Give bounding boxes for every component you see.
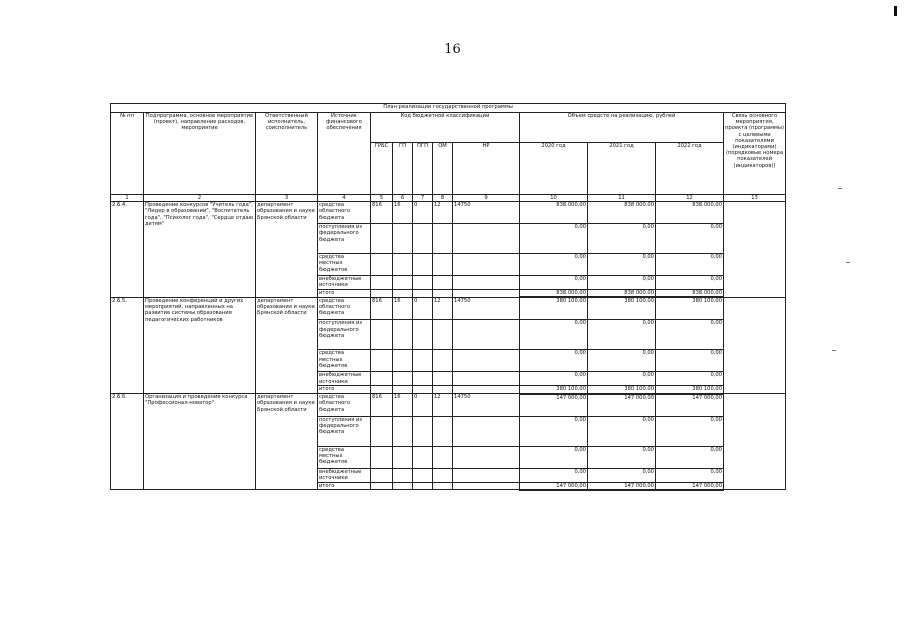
empty-code-cell [453, 224, 520, 254]
item-number: 2.6.5. [111, 297, 144, 393]
empty-code-cell [433, 290, 453, 298]
amount-2021: 380 100,00 [588, 297, 656, 320]
col-number: 1 [111, 195, 144, 202]
source-label: поступления из федерального бюджета [318, 224, 371, 254]
col-number: 2 [144, 195, 256, 202]
source-label: внебюджетные источники [318, 372, 371, 386]
amount-2020: 0,00 [520, 320, 588, 350]
col-number: 3 [256, 195, 318, 202]
header-source: Источник финансового обеспечения [318, 113, 371, 195]
empty-code-cell [433, 482, 453, 490]
amount-2021: 0,00 [588, 224, 656, 254]
empty-code-cell [371, 276, 393, 290]
empty-code-cell [393, 386, 413, 394]
code-om: 12 [433, 202, 453, 224]
table-row [111, 297, 786, 320]
amount-2021: 147 000,00 [588, 482, 656, 490]
table-row [111, 202, 786, 224]
item-number: 2.6.4. [111, 202, 144, 298]
source-label: поступления из федерального бюджета [318, 320, 371, 350]
empty-code-cell [453, 482, 520, 490]
code-grbs: 816 [371, 297, 393, 320]
code-nr: 14750 [453, 202, 520, 224]
indicator-link [724, 394, 786, 490]
code-pgp: 0 [413, 297, 433, 320]
amount-2022: 0,00 [656, 416, 724, 446]
col-number: 13 [724, 195, 786, 202]
amount-2020: 838 000,00 [520, 290, 588, 298]
empty-code-cell [393, 446, 413, 468]
header-2020: 2020 год [520, 143, 588, 195]
empty-code-cell [453, 320, 520, 350]
amount-2022: 0,00 [656, 372, 724, 386]
col-number: 10 [520, 195, 588, 202]
empty-code-cell [453, 386, 520, 394]
empty-code-cell [371, 482, 393, 490]
amount-2022: 147 000,00 [656, 394, 724, 417]
code-pgp: 0 [413, 202, 433, 224]
amount-2020: 147 000,00 [520, 394, 588, 417]
indicator-link [724, 297, 786, 393]
corner-scan-mark [894, 6, 897, 16]
empty-code-cell [371, 290, 393, 298]
source-label: внебюджетные источники [318, 276, 371, 290]
scan-speck [832, 350, 836, 351]
amount-2021: 838 000,00 [588, 202, 656, 224]
item-responsible: департамент образования и науки Брянской области [256, 202, 318, 298]
empty-code-cell [413, 416, 433, 446]
item-responsible: департамент образования и науки Брянской области [256, 297, 318, 393]
col-number: 6 [393, 195, 413, 202]
empty-code-cell [393, 254, 413, 276]
empty-code-cell [433, 372, 453, 386]
empty-code-cell [393, 482, 413, 490]
amount-2022: 0,00 [656, 468, 724, 482]
empty-code-cell [413, 224, 433, 254]
item-name: Проведение конкурсов "Учитель года", "Лидер в образовании", "Воспитатель года", "Психолог года", "Сердце отдаю детям" [144, 202, 256, 298]
header-om: ОМ [433, 143, 453, 195]
amount-2021: 0,00 [588, 446, 656, 468]
header-budget-class: Код бюджетной классификации [371, 113, 520, 143]
header-num: № пп [111, 113, 144, 195]
col-number: 5 [371, 195, 393, 202]
empty-code-cell [393, 320, 413, 350]
col-number: 7 [413, 195, 433, 202]
code-gp: 16 [393, 297, 413, 320]
amount-2021: 0,00 [588, 320, 656, 350]
amount-2022: 838 000,00 [656, 290, 724, 298]
empty-code-cell [433, 276, 453, 290]
empty-code-cell [453, 372, 520, 386]
amount-2022: 0,00 [656, 350, 724, 372]
empty-code-cell [371, 320, 393, 350]
amount-2021: 0,00 [588, 276, 656, 290]
col-number: 8 [433, 195, 453, 202]
empty-code-cell [433, 446, 453, 468]
empty-code-cell [371, 416, 393, 446]
empty-code-cell [453, 350, 520, 372]
empty-code-cell [393, 350, 413, 372]
source-label: итого [318, 290, 371, 298]
col-number: 11 [588, 195, 656, 202]
code-gp: 16 [393, 202, 413, 224]
empty-code-cell [433, 350, 453, 372]
empty-code-cell [453, 416, 520, 446]
empty-code-cell [413, 372, 433, 386]
code-nr: 14750 [453, 297, 520, 320]
code-om: 12 [433, 297, 453, 320]
amount-2021: 0,00 [588, 416, 656, 446]
scan-speck [838, 188, 842, 189]
header-gp: ГП [393, 143, 413, 195]
empty-code-cell [371, 224, 393, 254]
table-row [111, 394, 786, 417]
empty-code-cell [413, 386, 433, 394]
amount-2020: 0,00 [520, 276, 588, 290]
amount-2020: 0,00 [520, 224, 588, 254]
header-link: Связь основного мероприятия, проекта (программы) с целевыми показателями (индикаторами) (порядковые номера показателей (индикаторов)) [724, 113, 786, 195]
header-2021: 2021 год [588, 143, 656, 195]
empty-code-cell [433, 224, 453, 254]
amount-2021: 147 000,00 [588, 394, 656, 417]
source-label: средства областного бюджета [318, 202, 371, 224]
empty-code-cell [413, 254, 433, 276]
code-grbs: 816 [371, 202, 393, 224]
header-grbs: ГРБС [371, 143, 393, 195]
source-label: итого [318, 386, 371, 394]
item-number: 2.6.6. [111, 394, 144, 490]
amount-2020: 0,00 [520, 372, 588, 386]
code-om: 12 [433, 394, 453, 417]
empty-code-cell [453, 468, 520, 482]
header-volume: Объем средств на реализацию, рублей [520, 113, 724, 143]
amount-2022: 838 000,00 [656, 202, 724, 224]
empty-code-cell [413, 468, 433, 482]
empty-code-cell [413, 482, 433, 490]
amount-2020: 0,00 [520, 468, 588, 482]
empty-code-cell [433, 254, 453, 276]
amount-2020: 838 000,00 [520, 202, 588, 224]
code-nr: 14750 [453, 394, 520, 417]
empty-code-cell [371, 254, 393, 276]
amount-2022: 0,00 [656, 276, 724, 290]
amount-2020: 147 000,00 [520, 482, 588, 490]
source-label: внебюджетные источники [318, 468, 371, 482]
col-number: 9 [453, 195, 520, 202]
amount-2022: 0,00 [656, 224, 724, 254]
code-grbs: 816 [371, 394, 393, 417]
empty-code-cell [393, 468, 413, 482]
header-name: Подпрограмма, основное мероприятие (проект), направление расходов, мероприятие [144, 113, 256, 195]
empty-code-cell [413, 350, 433, 372]
amount-2020: 0,00 [520, 416, 588, 446]
empty-code-cell [371, 386, 393, 394]
empty-code-cell [393, 372, 413, 386]
empty-code-cell [393, 224, 413, 254]
item-name: Проведение конференций и других мероприятий, направленных на развитие системы образования педагогических работников [144, 297, 256, 393]
amount-2021: 0,00 [588, 468, 656, 482]
empty-code-cell [453, 254, 520, 276]
amount-2022: 0,00 [656, 254, 724, 276]
source-label: поступления из федерального бюджета [318, 416, 371, 446]
source-label: итого [318, 482, 371, 490]
amount-2021: 0,00 [588, 372, 656, 386]
empty-code-cell [433, 320, 453, 350]
empty-code-cell [433, 386, 453, 394]
header-responsible: Ответственный исполнитель, соисполнитель [256, 113, 318, 195]
amount-2022: 380 100,00 [656, 386, 724, 394]
header-pgp: ПГП [413, 143, 433, 195]
header-nr: НР [453, 143, 520, 195]
empty-code-cell [453, 276, 520, 290]
col-number: 4 [318, 195, 371, 202]
item-name: Организация и проведение конкурса "Профессионал-новатор" [144, 394, 256, 490]
amount-2020: 0,00 [520, 446, 588, 468]
source-label: средства местных бюджетов [318, 446, 371, 468]
amount-2022: 147 000,00 [656, 482, 724, 490]
plan-title: План реализации государственной программы [111, 104, 786, 113]
empty-code-cell [371, 372, 393, 386]
empty-code-cell [433, 468, 453, 482]
source-label: средства областного бюджета [318, 394, 371, 417]
item-responsible: департамент образования и науки Брянской области [256, 394, 318, 490]
amount-2021: 380 100,00 [588, 386, 656, 394]
code-pgp: 0 [413, 394, 433, 417]
source-label: средства местных бюджетов [318, 350, 371, 372]
amount-2022: 0,00 [656, 320, 724, 350]
source-label: средства местных бюджетов [318, 254, 371, 276]
empty-code-cell [453, 290, 520, 298]
amount-2020: 380 100,00 [520, 297, 588, 320]
indicator-link [724, 202, 786, 298]
empty-code-cell [433, 416, 453, 446]
amount-2022: 380 100,00 [656, 297, 724, 320]
empty-code-cell [371, 468, 393, 482]
source-label: средства областного бюджета [318, 297, 371, 320]
code-gp: 16 [393, 394, 413, 417]
amount-2022: 0,00 [656, 446, 724, 468]
empty-code-cell [413, 320, 433, 350]
empty-code-cell [413, 276, 433, 290]
empty-code-cell [371, 446, 393, 468]
empty-code-cell [393, 290, 413, 298]
empty-code-cell [453, 446, 520, 468]
amount-2020: 0,00 [520, 254, 588, 276]
scan-speck [846, 262, 850, 263]
empty-code-cell [393, 276, 413, 290]
amount-2021: 0,00 [588, 254, 656, 276]
implementation-plan-table [110, 103, 786, 491]
amount-2020: 380 100,00 [520, 386, 588, 394]
empty-code-cell [393, 416, 413, 446]
page-number: 16 [444, 42, 461, 57]
col-number: 12 [656, 195, 724, 202]
empty-code-cell [371, 350, 393, 372]
header-2022: 2022 год [656, 143, 724, 195]
amount-2020: 0,00 [520, 350, 588, 372]
empty-code-cell [413, 446, 433, 468]
empty-code-cell [413, 290, 433, 298]
amount-2021: 0,00 [588, 350, 656, 372]
amount-2021: 838 000,00 [588, 290, 656, 298]
